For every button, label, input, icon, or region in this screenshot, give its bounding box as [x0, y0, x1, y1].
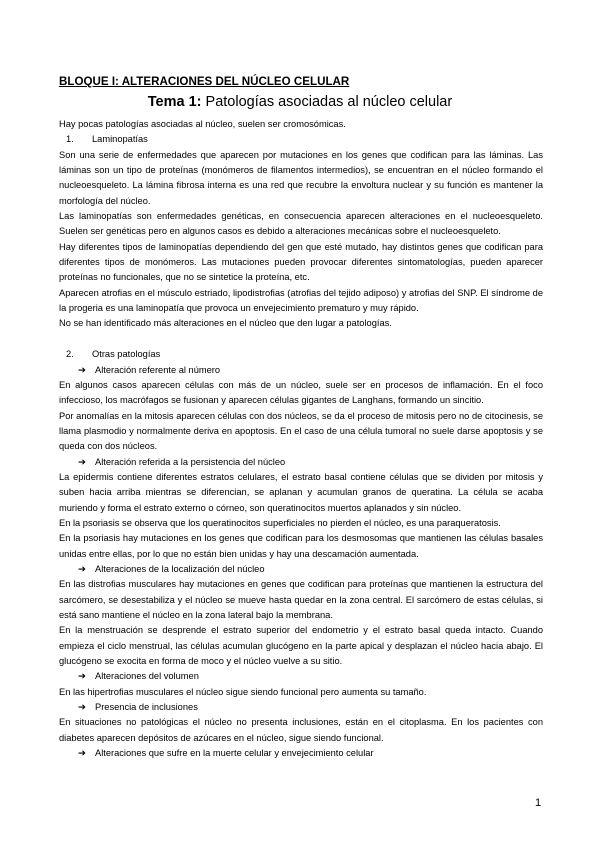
subsection-heading — [59, 700, 543, 715]
topic-title-bold: Tema 1: — [147, 94, 202, 110]
subsection-title: Presencia de inclusiones — [95, 702, 198, 713]
paragraph: Hay diferentes tipos de laminopatías dependiendo del gen que esté mutado, hay distintos genes que codifican para diferentes tipos de monómeros. Las mutaciones pueden provocar diferentes sintomatologías, pueden aparecer proteínas no funcionales, que no se sintetice la proteína, etc. — [59, 241, 543, 283]
paragraph: En las hipertrofias musculares el núcleo sigue siendo funcional pero aumenta su tamaño. — [59, 686, 427, 697]
section-heading-1 — [59, 132, 543, 147]
intro-paragraph: Hay pocas patologías asociadas al núcleo, suelen ser cromosómicas. — [59, 119, 346, 129]
section-number: 1. — [66, 134, 74, 145]
section-number: 2. — [66, 349, 74, 360]
document-body — [59, 117, 543, 761]
subsection-heading — [59, 669, 543, 684]
paragraph: En situaciones no patológicas el núcleo no presenta inclusiones, están en el citoplasma. En los pacientes con diabetes aparecen depósitos de azúcares en el núcleo, sigue siendo funcional. — [59, 717, 543, 743]
paragraph: Son una serie de enfermedades que aparecen por mutaciones en los genes que codifican para las láminas. Las láminas son un tipo de proteínas (monómeros de filamentos intermedios), se encuentran en el núcleo formando el nucleoesqueleto. La lámina fibrosa interna es una red que recubre la envoltura nuclear y su función es mantener la morfología del núcleo. — [59, 149, 543, 206]
spacer — [59, 332, 543, 347]
subsection-title: Alteración referida a la persistencia del núcleo — [95, 456, 286, 467]
paragraph: En algunos casos aparecen células con más de un núcleo, suele ser en procesos de inflamación. En el foco infeccioso, los macrófagos se fusionan y aparecen células gigantes de Langhans, formando un sincitio. — [59, 379, 543, 406]
subsection-title: Alteraciones que sufre en la muerte celular y envejecimiento celular — [95, 748, 374, 759]
arrow-icon: ➔ — [78, 364, 86, 375]
paragraph: En la psoriasis hay mutaciones en los genes que codifican para los desmosomas que mantienen las células basales unidas entre ellas, por lo que no están bien unidas y hay una descamación aumentada. — [59, 533, 543, 559]
subsection-title: Alteraciones de la localización del núcleo — [95, 563, 265, 574]
paragraph: En la psoriasis se observa que los queratinocitos superficiales no pierden el núcleo, es una paraqueratosis. — [59, 517, 501, 528]
paragraph: Aparecen atrofias en el músculo estriado, lipodistrofias (atrofias del tejido adiposo) y atrofias del SNP. El síndrome de la progeria es una laminopatía que provoca un envejecimiento prematuro y muy rápido. — [59, 287, 543, 314]
paragraph: En las distrofias musculares hay mutaciones en genes que codifican para proteínas que mantienen la estructura del sarcómero, se desestabiliza y el núcleo se mueve hasta quedar en la zona central. El sarcómero de estas células, si está sano mantiene el núcleo en la zona lateral bajo la membrana. — [59, 579, 543, 620]
arrow-icon: ➔ — [78, 456, 86, 467]
section-title: Laminopatías — [92, 134, 148, 145]
topic-title-text: Patologías asociadas al núcleo celular — [201, 94, 453, 110]
paragraph: La epidermis contiene diferentes estratos celulares, el estrato basal contiene células que se dividen por mitosis y suben hacia arriba mientras se diferencian, se aplanan y acumulan granos de queratina. La célula se acaba muriendo y forma el estrato externo o córneo, son queratinocitos muertos aplanados y sin núcleo. — [59, 471, 543, 513]
arrow-icon: ➔ — [78, 748, 86, 759]
subsection-heading — [59, 363, 543, 378]
arrow-icon: ➔ — [78, 563, 86, 574]
topic-title — [0, 94, 600, 110]
subsection-heading — [59, 746, 543, 761]
paragraph: Las laminopatías son enfermedades genéticas, en consecuencia aparecen alteraciones en el nucleoesqueleto. Suelen ser genéticas pero en algunos casos es debido a alteraciones mecánicas sobre el nucleoesqueleto. — [59, 211, 543, 237]
paragraph: Por anomalías en la mitosis aparecen células con dos núcleos, se da el proceso de mitosis pero no de citocinesis, se llama plasmodio y normalmente deriva en apoptosis. En el caso de una célula tumoral no suele darse apoptosis y se queda con dos núcleos. — [59, 410, 543, 452]
subsection-heading — [59, 455, 543, 470]
paragraph: No se han identificado más alteraciones en el núcleo que den lugar a patologías. — [59, 318, 392, 329]
section-heading-2 — [59, 347, 543, 362]
subsection-heading — [59, 562, 543, 577]
subsection-title: Alteraciones del volumen — [95, 671, 199, 682]
block-heading: BLOQUE I: ALTERACIONES DEL NÚCLEO CELULAR — [59, 75, 350, 88]
paragraph: En la menstruación se desprende el estrato superior del endometrio y el estrato basal queda intacto. Cuando empieza el ciclo menstrual, las células acumulan glucógeno en la parte apical y desplazan el núcleo hacia abajo. El glucógeno se exocita en forma de moco y el núcleo vuelve a su sitio. — [59, 625, 543, 667]
arrow-icon: ➔ — [78, 671, 86, 682]
section-title: Otras patologías — [92, 349, 161, 360]
subsection-title: Alteración referente al número — [95, 364, 221, 375]
page-number: 1 — [535, 797, 542, 809]
arrow-icon: ➔ — [78, 702, 86, 713]
